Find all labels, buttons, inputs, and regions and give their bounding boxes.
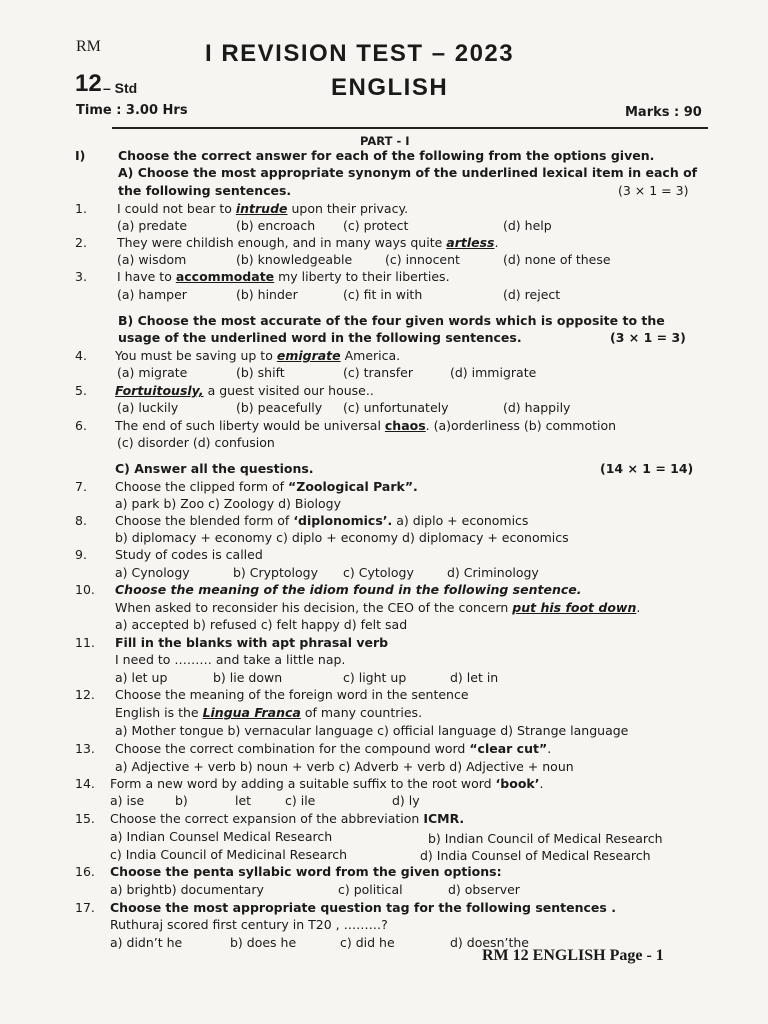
question-options-line: b) diplomacy + economy c) diplo + economy d) diplomacy + economics [115,530,569,545]
option: (a) predate [117,218,188,233]
option: a) Cynology [115,565,190,580]
std-number: 12 [75,70,102,97]
option: (d) reject [503,287,561,302]
subsection-b-marks: (3 × 1 = 3) [610,330,686,345]
option: c) Cytology [343,565,414,580]
question-options-line: a) Adjective + verb b) noun + verb c) Adverb + verb d) Adjective + noun [115,759,574,774]
subject-title: ENGLISH [331,74,449,101]
option: a) ise [110,793,145,808]
question-keyword: ‘diplonomics’. [293,513,393,528]
underlined-word: emigrate [276,348,341,363]
subsection-a-line2: the following sentences. [118,183,292,198]
subsection-b-line1: B) Choose the most accurate of the four given words which is opposite to the [118,313,665,328]
question-number: 15. [75,811,95,826]
question-10-title: Choose the meaning of the idiom found in the following sentence. [115,582,582,597]
question-5-text [115,383,374,399]
question-12-sentence [115,705,422,721]
option: (c) transfer [343,365,413,380]
option: d) let in [450,670,499,685]
question-number: 16. [75,864,95,879]
subsection-a-marks: (3 × 1 = 3) [618,183,689,198]
option: b) does he [230,935,297,950]
question-text: upon their privacy. [287,201,409,216]
option: (d) none of these [503,252,611,267]
option: d) ly [392,793,420,808]
underlined-word: artless [446,235,495,250]
option: (a) hamper [117,287,187,302]
option: a) let up [115,670,168,685]
option: c) did he [340,935,395,950]
question-1-text [117,201,408,217]
option: b) [175,793,188,808]
header-rm: RM [76,38,101,55]
question-number: 5. [75,383,87,398]
option: (d) happily [503,400,571,415]
question-number: 14. [75,776,95,791]
question-keyword: “clear cut” [469,741,548,756]
question-options-line: a) accepted b) refused c) felt happy d) felt sad [115,617,408,632]
question-keyword: ‘book’ [495,776,540,791]
question-text: . [636,600,641,615]
option: b) Indian Council of Medical Research [428,831,663,846]
underlined-word: Lingua Franca [202,705,301,720]
question-number: 12. [75,687,95,702]
question-number: 13. [75,741,95,756]
question-text: . (a)orderliness (b) commotion [425,418,617,433]
question-keyword: “Zoological Park”. [288,479,418,494]
question-number: 2. [75,235,87,250]
question-number: 3. [75,269,87,284]
std-label: – Std [103,80,138,96]
question-text: They were childish enough, and in many ways quite [117,235,447,250]
option: d) India Counsel of Medical Research [420,848,651,863]
option: (c) innocent [385,252,460,267]
question-options-line: a) Mother tongue b) vernacular language c) official language d) Strange language [115,723,629,738]
question-14-text [110,776,543,792]
question-number: 4. [75,348,87,363]
option: (d) help [503,218,552,233]
question-4-text [115,348,400,364]
question-number: 6. [75,418,87,433]
option: c) India Council of Medicinal Research [110,847,347,862]
question-text: Choose the correct expansion of the abbreviation [110,811,424,826]
subsection-c-heading: C) Answer all the questions. [115,461,314,476]
option: (b) encroach [236,218,316,233]
question-text: I could not bear to [117,201,236,216]
question-text: English is the [115,705,203,720]
subsection-b-line2: usage of the underlined word in the following sentences. [118,330,522,345]
underlined-word: put his foot down [512,600,637,615]
question-11-text: I need to ……… and take a little nap. [115,652,346,667]
question-9-text: Study of codes is called [115,547,263,562]
question-7-text [115,479,418,495]
question-text: . [547,741,552,756]
question-options-line: a) park b) Zoo c) Zoology d) Biology [115,496,342,511]
question-number: 1. [75,201,87,216]
question-number: 17. [75,900,95,915]
option: (c) fit in with [343,287,423,302]
question-3-text [117,269,450,285]
question-15-text [110,811,464,827]
option: b) Cryptology [233,565,318,580]
marks-label: Marks : 90 [625,105,702,120]
question-text: When asked to reconsider his decision, the CEO of the concern [115,600,513,615]
option: b) lie down [213,670,283,685]
underlined-word: Fortuitously, [115,383,204,398]
question-text: You must be saving up to [115,348,277,363]
question-text: The end of such liberty would be universal [115,418,385,433]
question-11-title: Fill in the blanks with apt phrasal verb [115,635,389,650]
question-text: Choose the correct combination for the compound word [115,741,470,756]
question-2-text [117,235,498,251]
option: (b) hinder [236,287,298,302]
option: (c) unfortunately [343,400,449,415]
option: d) observer [448,882,520,897]
option: (a) luckily [117,400,179,415]
option: a) Indian Counsel Medical Research [110,829,333,844]
header-divider [112,127,708,129]
question-number: 10. [75,582,95,597]
question-text: Form a new word by adding a suitable suffix to the root word [110,776,496,791]
part-heading: PART - I [360,134,410,148]
question-text: America. [340,348,401,363]
subsection-c-marks: (14 × 1 = 14) [600,461,694,476]
question-text: of many countries. [300,705,423,720]
question-17-title: Choose the most appropriate question tag for the following sentences . [110,900,616,915]
option: (d) immigrate [450,365,537,380]
question-number: 9. [75,547,87,562]
question-6-text [115,418,616,434]
underlined-word: chaos [384,418,426,433]
question-16-title: Choose the penta syllabic word from the given options: [110,864,502,879]
subsection-a-line1: A) Choose the most appropriate synonym of the underlined lexical item in each of [118,165,698,180]
question-8-text [115,513,528,529]
question-12-text: Choose the meaning of the foreign word in the sentence [115,687,469,702]
underlined-word: intrude [235,201,288,216]
question-text: . [539,776,544,791]
underlined-word: accommodate [175,269,275,284]
option: let [235,793,252,808]
option: (a) wisdom [117,252,187,267]
question-number: 8. [75,513,87,528]
option: a) didn’t he [110,935,183,950]
question-10-text [115,600,640,616]
question-text: . [494,235,499,250]
option: (a) migrate [117,365,188,380]
question-options-line: (c) disorder (d) confusion [117,435,275,450]
question-13-text [115,741,551,757]
question-number: 7. [75,479,87,494]
option: c) political [338,882,403,897]
option: d) Criminology [447,565,539,580]
option: c) light up [343,670,407,685]
section-number: I) [75,148,86,163]
option: (c) protect [343,218,409,233]
exam-title: I REVISION TEST – 2023 [205,40,515,67]
question-17-text: Ruthuraj scored first century in T20 , ………? [110,917,388,932]
question-text: a) diplo + economics [392,513,529,528]
option: d) doesn’the [450,935,529,950]
time-label: Time : 3.00 Hrs [76,103,188,118]
option: (b) shift [236,365,285,380]
option: a) brightb) documentary [110,882,264,897]
option: (b) peacefully [236,400,323,415]
page-footer: RM 12 ENGLISH Page - 1 [482,947,664,964]
question-text: I have to [117,269,176,284]
option: (b) knowledgeable [236,252,353,267]
question-text: Choose the blended form of [115,513,294,528]
question-text: a guest visited our house.. [203,383,374,398]
question-text: Choose the clipped form of [115,479,289,494]
question-text: my liberty to their liberties. [274,269,450,284]
option: c) ile [285,793,316,808]
question-number: 11. [75,635,95,650]
section-instruction: Choose the correct answer for each of the following from the options given. [118,148,655,163]
question-keyword: ICMR. [423,811,465,826]
